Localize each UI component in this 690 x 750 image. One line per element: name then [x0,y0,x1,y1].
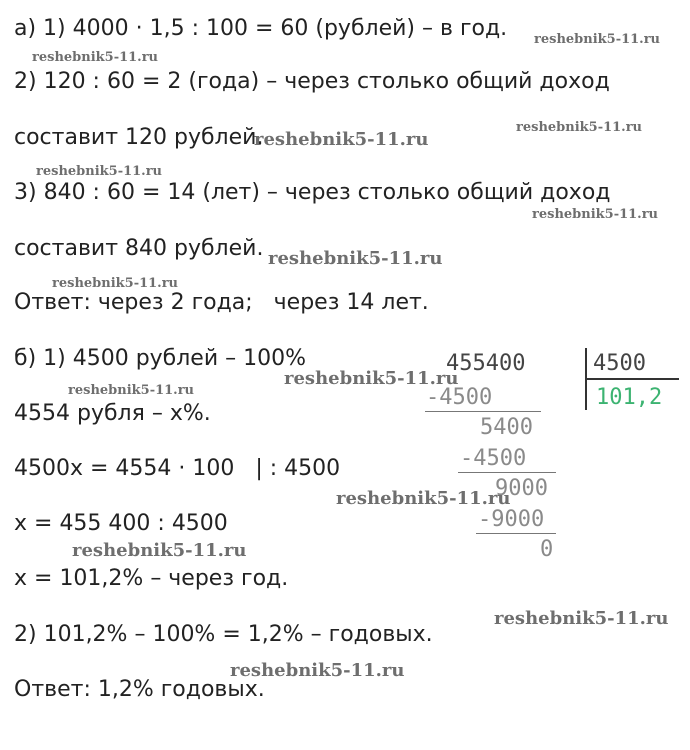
watermark: reshebnik5-11.ru [516,120,643,135]
solution-line-b4: x = 455 400 : 4500 [14,511,228,536]
division-quotient-line [587,378,679,380]
watermark: reshebnik5-11.ru [532,207,659,222]
division-quotient: 101,2 [596,385,663,410]
division-subtract-1: -4500 [426,385,493,410]
solution-line-a3: 3) 840 : 60 = 14 (лет) – через столько общий доход [14,180,611,205]
solution-line-b2: 4554 рубля – x%. [14,401,211,426]
watermark: reshebnik5-11.ru [534,32,661,47]
watermark: reshebnik5-11.ru [494,608,669,629]
watermark: reshebnik5-11.ru [36,164,163,179]
answer-part-a: Ответ: через 2 года; через 14 лет. [14,290,429,315]
division-remainder-1: 5400 [480,415,533,440]
division-divisor: 4500 [593,351,646,376]
division-remainder-2: 9000 [495,476,548,501]
watermark: reshebnik5-11.ru [284,368,459,389]
solution-line-a2: 2) 120 : 60 = 2 (года) – через столько общий доход [14,69,610,94]
division-subtract-2: -4500 [460,446,527,471]
watermark: reshebnik5-11.ru [230,660,405,681]
watermark: reshebnik5-11.ru [254,129,429,150]
solution-line-a3-continued: составит 840 рублей. [14,236,264,261]
watermark: reshebnik5-11.ru [72,540,247,561]
watermark: reshebnik5-11.ru [52,276,179,291]
answer-part-b: Ответ: 1,2% годовых. [14,677,265,702]
solution-line-b5: x = 101,2% – через год. [14,566,289,591]
solution-line-a2-continued: составит 120 рублей. [14,125,264,150]
division-subtract-3: -9000 [478,507,545,532]
watermark: reshebnik5-11.ru [68,383,195,398]
watermark: reshebnik5-11.ru [336,488,511,509]
division-dividend: 455400 [446,351,526,376]
solution-line-b3: 4500x = 4554 · 100 | : 4500 [14,456,341,481]
division-rule-2 [458,472,556,473]
division-remainder-3: 0 [540,537,554,562]
watermark: reshebnik5-11.ru [32,50,159,65]
watermark: reshebnik5-11.ru [268,248,443,269]
division-rule-3 [476,533,556,534]
division-rule-1 [425,411,541,412]
solution-line-b6: 2) 101,2% – 100% = 1,2% – годовых. [14,622,433,647]
solution-line-b1: б) 1) 4500 рублей – 100% [14,346,307,371]
solution-line-a1: а) 1) 4000 · 1,5 : 100 = 60 (рублей) – в год. [14,16,508,41]
